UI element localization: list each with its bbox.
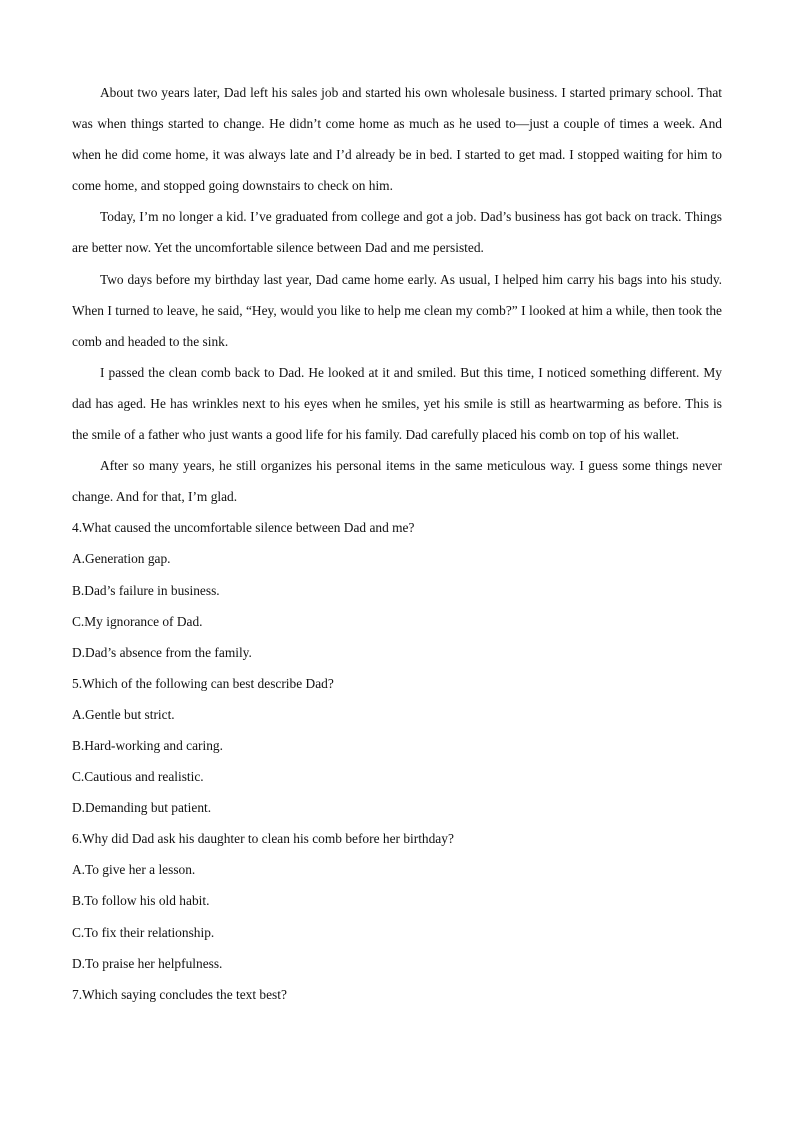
passage-paragraph-5: After so many years, he still organizes his personal items in the same meticulous way. I guess some things never change. And for that, I’m glad. — [72, 458, 722, 505]
passage-paragraph-4: I passed the clean comb back to Dad. He looked at it and smiled. But this time, I noticed something different. My dad has aged. He has wrinkles next to his eyes when he smiles, yet his smile is still as heartwarming as before. This is the smile of a father who just wants a good life for his family. Dad carefully placed his comb on top of his wallet. — [72, 364, 722, 443]
question-5-option-a: A.Gentle but strict. — [72, 706, 175, 722]
question-7 — [72, 979, 722, 1010]
question-5-text: 5.Which of the following can best describe Dad? — [72, 675, 334, 691]
question-6-option-c: C.To fix their relationship. — [72, 924, 215, 940]
question-4-option-c: C.My ignorance of Dad. — [72, 613, 203, 629]
question-6-text: 6.Why did Dad ask his daughter to clean his comb before her birthday? — [72, 831, 454, 847]
question-6-option-d: D.To praise her helpfulness. — [72, 955, 223, 971]
document-page — [72, 77, 722, 1010]
passage-paragraph-1: About two years later, Dad left his sales job and started his own wholesale business. I started primary school. That was when things started to change. He didn’t come home as much as he used to—just a couple of times a week. And when he did come home, it was always late and I’d already be in bed. I started to get mad. I stopped waiting for him to come home, and stopped going downstairs to check on him. — [72, 85, 722, 194]
question-6-option-b: B.To follow his old habit. — [72, 893, 210, 909]
question-5-option-b: B.Hard-working and caring. — [72, 737, 223, 753]
passage-paragraph-2: Today, I’m no longer a kid. I’ve graduated from college and got a job. Dad’s business has got back on track. Things are better now. Yet the uncomfortable silence between Dad and me persisted. — [72, 209, 722, 256]
question-4-option-d: D.Dad’s absence from the family. — [72, 644, 252, 660]
question-4-option-b: B.Dad’s failure in business. — [72, 582, 220, 598]
question-5-option-d: D.Demanding but patient. — [72, 800, 212, 816]
question-6-option-a: A.To give her a lesson. — [72, 862, 196, 878]
question-6 — [72, 823, 722, 978]
question-4-text: 4.What caused the uncomfortable silence between Dad and me? — [72, 520, 415, 536]
question-4-option-a: A.Generation gap. — [72, 551, 171, 567]
question-5 — [72, 668, 722, 823]
question-4 — [72, 512, 722, 667]
passage-paragraph-3: Two days before my birthday last year, Dad came home early. As usual, I helped him carry his bags into his study. When I turned to leave, he said, “Hey, would you like to help me clean my comb?” I looked at him a while, then took the comb and headed to the sink. — [72, 271, 722, 349]
question-7-text: 7.Which saying concludes the text best? — [72, 986, 287, 1002]
question-5-option-c: C.Cautious and realistic. — [72, 769, 204, 785]
